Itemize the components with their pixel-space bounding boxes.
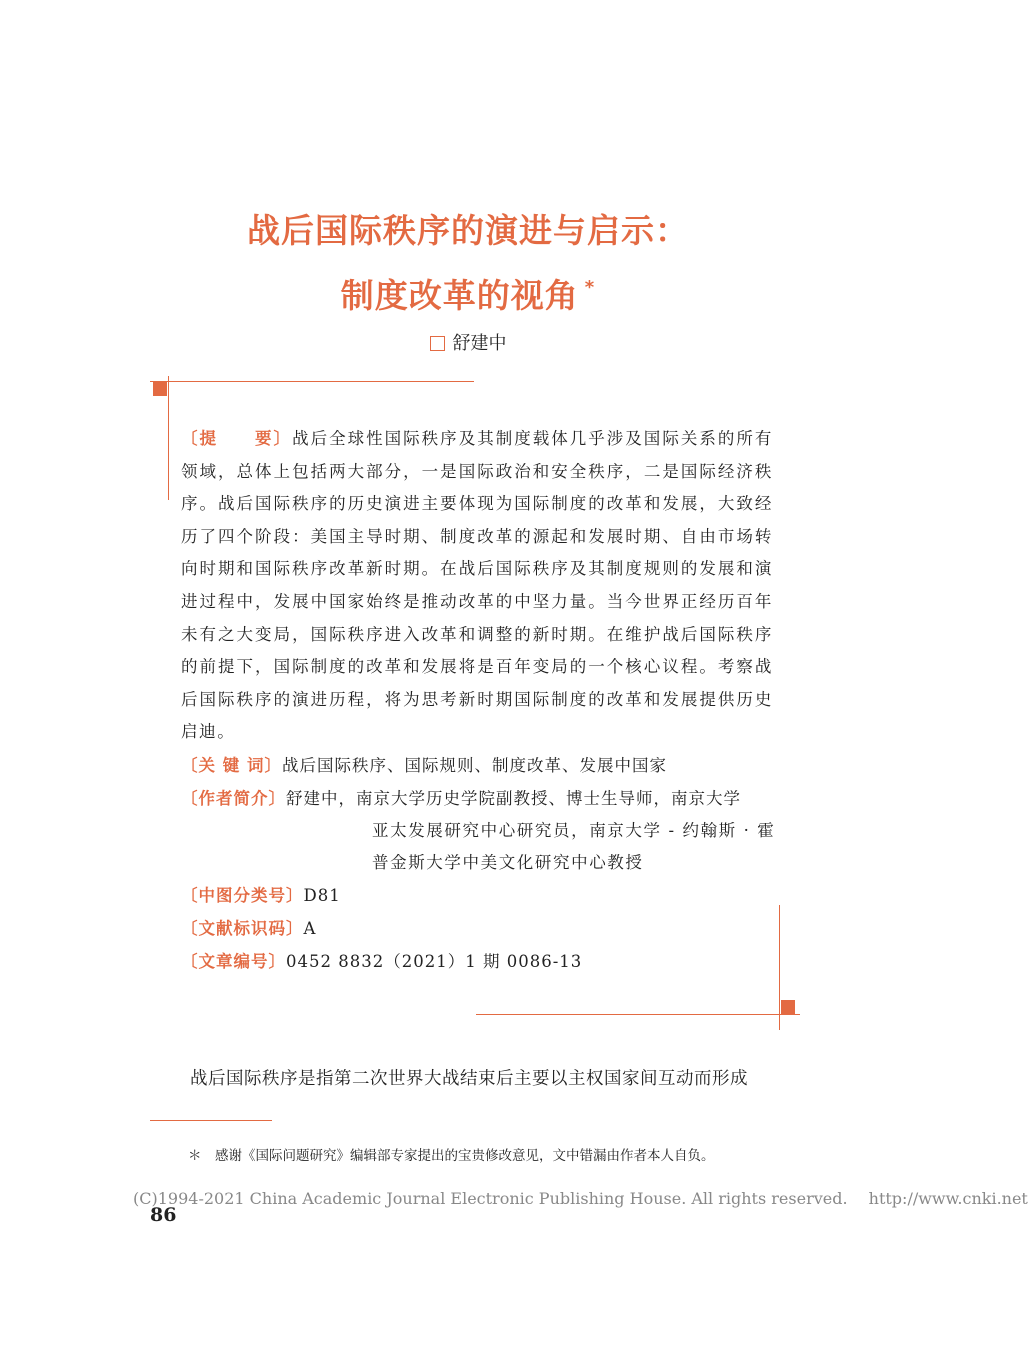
square-outline-icon xyxy=(430,336,445,351)
footnote-separator xyxy=(150,1120,272,1121)
title-footnote-marker: * xyxy=(584,277,596,298)
article-number-label: 〔文章编号〕 xyxy=(181,952,286,971)
frame-right-line xyxy=(779,905,780,1030)
footnote: ＊ 感谢《国际问题研究》编辑部专家提出的宝贵修改意见，文中错漏由作者本人自负。 xyxy=(188,1148,715,1164)
clc-label: 〔中图分类号〕 xyxy=(181,886,304,905)
frame-bottom-line xyxy=(476,1014,800,1015)
doc-code-line xyxy=(181,913,316,945)
author-bio-label: 〔作者简介〕 xyxy=(181,789,286,808)
author-bio-text-1: 舒建中，南京大学历史学院副教授、博士生导师，南京大学 xyxy=(286,789,741,808)
clc-value: D81 xyxy=(303,886,341,905)
keywords-label: 〔关 键 词〕 xyxy=(181,756,282,775)
clc-line xyxy=(181,880,341,912)
doc-code-label: 〔文献标识码〕 xyxy=(181,919,304,938)
doc-code-value: A xyxy=(303,919,317,938)
frame-left-line xyxy=(168,376,169,500)
author-name: 舒建中 xyxy=(452,333,507,354)
title-line2-text: 制度改革的视角 xyxy=(340,276,579,315)
keywords-line xyxy=(181,750,667,782)
author-byline xyxy=(0,329,936,355)
abstract-text: 战后全球性国际秩序及其制度载体几乎涉及国际关系的所有领域，总体上包括两大部分，一是国际政治和安全秩序，二是国际经济秩序。战后国际秩序的历史演进主要体现为国际制度的改革和发展，大致经历了四个阶段：美国主导时期、制度改革的源起和发展时期、自由市场转向时期和国际秩序改革新时期。在战后国际秩序及其制度规则的发展和演进过程中，发展中国家始终是推动改革的中坚力量。当今世界正经历百年未有之大变局，国际秩序进入改革和调整的新时期。在维护战后国际秩序的前提下，国际制度的改革和发展将是百年变局的一个核心议程。考察战后国际秩序的演进历程，将为思考新时期国际制度的改革和发展提供历史启迪。 xyxy=(181,429,773,742)
keywords-text: 战后国际秩序、国际规则、制度改革、发展中国家 xyxy=(282,756,667,775)
article-number-value: 0452 8832（2021）1 期 0086-13 xyxy=(286,952,583,971)
author-bio-line1 xyxy=(181,783,741,815)
title-line1-text: 战后国际秩序的演进与启示： xyxy=(247,211,689,250)
author-bio-line3: 普金斯大学中美文化研究中心教授 xyxy=(372,853,644,872)
abstract-block xyxy=(181,423,773,749)
abstract-label: 〔提 要〕 xyxy=(181,429,293,448)
author-bio-line2: 亚太发展研究中心研究员，南京大学 - 约翰斯 · 霍 xyxy=(372,821,776,840)
page-number: 86 xyxy=(150,1204,177,1226)
body-paragraph-start: 战后国际秩序是指第二次世界大战结束后主要以主权国家间互动而形成 xyxy=(190,1069,748,1089)
article-title-line1 xyxy=(0,205,936,252)
article-number-line xyxy=(181,946,582,978)
copyright-notice: (C)1994-2021 China Academic Journal Electronic Publishing House. All rights reserved. http://www.cnki.net xyxy=(133,1189,1028,1208)
frame-corner-square-bottom xyxy=(781,1000,795,1014)
frame-corner-square-top xyxy=(153,382,167,396)
article-title-line2 xyxy=(0,270,936,317)
frame-top-line xyxy=(150,381,474,382)
